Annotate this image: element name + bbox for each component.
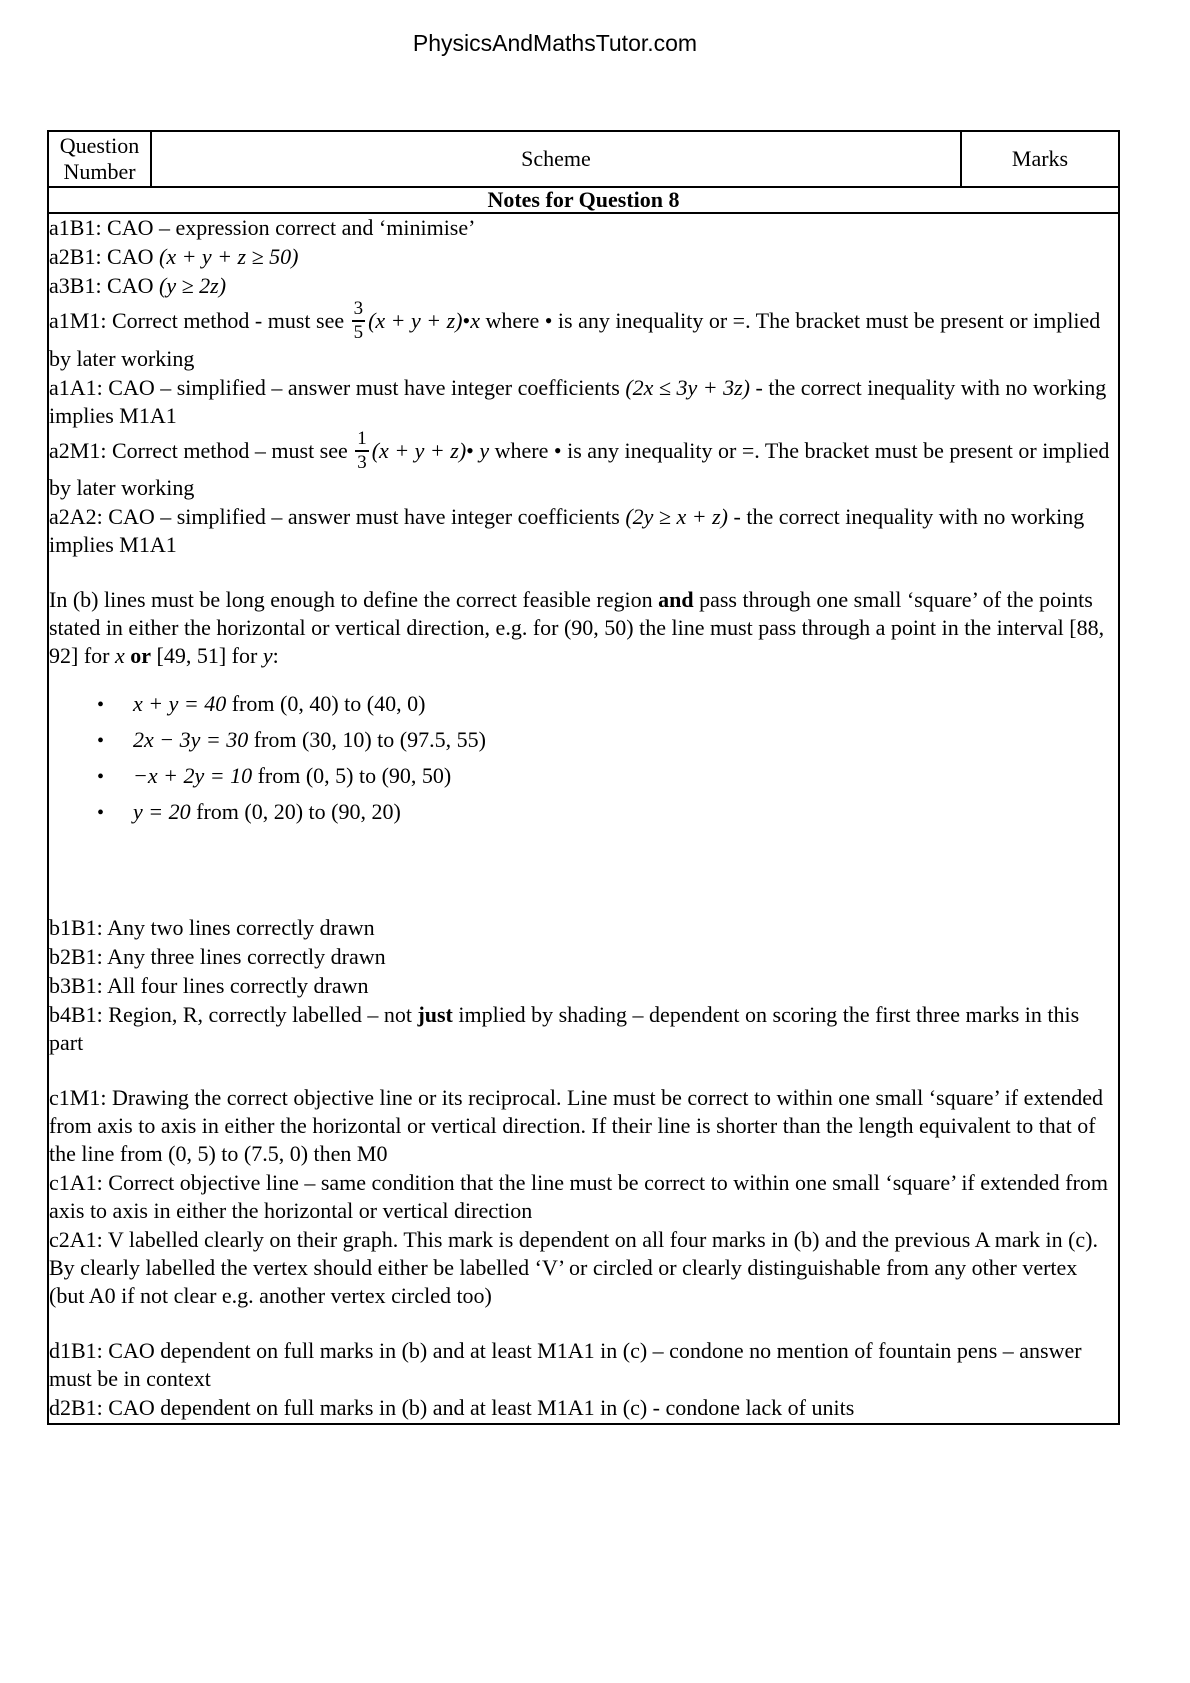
text-segment: (y ≥ 2z) — [159, 273, 227, 298]
notes-line — [49, 914, 1118, 942]
text-segment: −x + 2y = 10 — [133, 763, 253, 789]
text-segment: In (b) lines must be long enough to define the correct feasible region — [49, 587, 659, 613]
fraction: $\frac{3}{5}$ — [353, 298, 364, 343]
fraction: $\frac{1}{3}$ — [357, 427, 367, 473]
text-segment: b1B1: Any two lines correctly drawn — [49, 915, 375, 941]
notes-line — [49, 503, 1118, 559]
text-segment: d2B1: CAO dependent on full marks in (b) and at least M1A1 in (c) - condone lack of units — [49, 1395, 855, 1421]
notes-body — [48, 213, 1119, 1424]
notes-line — [49, 243, 1118, 271]
text-segment: c1M1: Drawing the correct objective line or its reciprocal. Line must be correct to within one small ‘square’ if extended from axis to axis in either the horizontal or vertical direction. If their line is shorter than the length equivalent to that of the line from (0, 5) to (7.5, 0) then M0 — [49, 1085, 1103, 1167]
notes-line — [49, 1337, 1118, 1393]
text-segment: from (0, 40) to (40, 0) — [226, 691, 426, 717]
notes-bullet-item — [49, 726, 1118, 755]
text-segment: b2B1: Any three lines correctly drawn — [49, 944, 386, 970]
text-segment: from (0, 5) to (90, 50) — [252, 763, 452, 789]
text-segment: a2M1: Correct method – must see — [49, 437, 354, 463]
text-segment: - the correct inequality with no working implies M1A1 — [49, 504, 1085, 558]
text-segment: (2x ≤ 3y + 3z) — [625, 374, 751, 400]
notes-bullet-item — [49, 690, 1118, 719]
text-segment: [49, 51] for — [151, 643, 263, 669]
text-segment: x + y = 40 — [133, 691, 227, 717]
notes-line — [49, 943, 1118, 971]
notes-line — [49, 1001, 1118, 1057]
text-segment: from (30, 10) to (97.5, 55) — [248, 727, 486, 753]
text-segment: is any inequality or =. The bracket must be present or implied by later working — [49, 307, 1101, 371]
notes-bullet-item — [49, 762, 1118, 791]
text-segment: (x + y + z) — [371, 437, 467, 463]
text-segment: a1A1: CAO – simplified – answer must have integer coefficients — [49, 374, 626, 400]
notes-line — [49, 427, 1118, 503]
notes-lines — [49, 214, 1118, 1422]
text-segment: c1A1: Correct objective line – same condition that the line must be correct to within one small ‘square’ if extended from axis to axis in either the horizontal or vertical direction — [49, 1170, 1108, 1224]
notes-line — [49, 214, 1118, 242]
text-segment: (x + y + z ≥ 50) — [159, 244, 299, 269]
notes-spacer — [49, 834, 1118, 914]
text-segment: (x + y + z) — [368, 307, 463, 333]
text-segment: - the correct inequality with no working implies M1A1 — [49, 374, 1107, 428]
notes-line — [49, 1394, 1118, 1422]
text-segment: • — [553, 437, 562, 463]
text-segment: y = 20 — [133, 799, 191, 825]
text-segment: from (0, 20) to (90, 20) — [190, 799, 401, 825]
notes-title-row — [48, 187, 1119, 213]
text-segment: is any inequality or =. The bracket must be present or implied by later working — [49, 437, 1110, 501]
text-segment: b4B1: Region, R, correctly labelled – not — [49, 1002, 418, 1028]
text-segment: • — [466, 437, 480, 463]
notes-title: Notes for Question 8 — [48, 187, 1119, 213]
text-segment: b3B1: All four lines correctly drawn — [49, 973, 369, 999]
text-segment: implied by shading – dependent on scoring the first three marks in this part — [49, 1002, 1080, 1056]
text-segment: d1B1: CAO dependent on full marks in (b) and at least M1A1 in (c) – condone no mention of fountain pens – answer must be in context — [49, 1338, 1082, 1392]
notes-line — [49, 1226, 1118, 1310]
text-segment: x — [114, 643, 125, 669]
text-segment: • — [462, 307, 471, 333]
text-segment: where — [489, 437, 554, 463]
header-question-number: Question Number — [48, 131, 151, 187]
text-segment: where — [479, 307, 545, 333]
table-header-row — [48, 131, 1119, 187]
text-segment: or — [130, 643, 152, 669]
notes-line — [49, 1084, 1118, 1168]
notes-spacer — [49, 671, 1118, 683]
notes-line — [49, 272, 1118, 300]
text-segment: • — [544, 307, 553, 333]
mark-scheme-table — [47, 130, 1120, 1425]
text-segment: just — [417, 1002, 453, 1028]
header-scheme: Scheme — [151, 131, 961, 187]
text-segment: a2A2: CAO – simplified – answer must have integer coefficients — [49, 504, 626, 530]
text-segment: a1M1: Correct method - must see — [49, 307, 350, 333]
text-segment: y — [479, 437, 490, 463]
text-segment: y — [262, 643, 273, 669]
text-segment: and — [658, 587, 694, 613]
notes-line — [49, 374, 1118, 430]
notes-line — [49, 586, 1118, 670]
notes-spacer — [49, 1058, 1118, 1084]
notes-line — [49, 298, 1118, 373]
notes-spacer — [49, 560, 1118, 586]
text-segment: (2y ≥ x + z) — [625, 504, 729, 530]
text-segment: a1B1: CAO – expression correct and ‘minimise’ — [49, 215, 476, 240]
text-segment: 2x − 3y = 30 — [133, 727, 249, 753]
text-segment: x — [470, 307, 480, 333]
notes-line — [49, 1169, 1118, 1225]
notes-bullet-item — [49, 798, 1118, 827]
notes-body-row — [48, 213, 1119, 1424]
text-segment: : — [272, 643, 279, 669]
notes-spacer — [49, 1311, 1118, 1337]
notes-line — [49, 972, 1118, 1000]
site-title: PhysicsAndMathsTutor.com — [412, 30, 698, 56]
text-segment: pass through one small ‘square’ of the points stated in either the horizontal or vertical direction, e.g. for (90, 50) the line must pass through a point in the interval [88, 92] for — [49, 587, 1105, 669]
text-segment: a3B1: CAO — [49, 273, 159, 298]
text-segment: c2A1: V labelled clearly on their graph. This mark is dependent on all four marks in (b) and the previous A mark in (c). By clearly labelled the vertex should either be labelled ‘V’ or circled or clearly distinguishable from any other vertex (but A0 if not clear e.g. another vertex circled too) — [49, 1227, 1099, 1309]
header-marks: Marks — [961, 131, 1119, 187]
text-segment: a2B1: CAO — [49, 244, 159, 269]
